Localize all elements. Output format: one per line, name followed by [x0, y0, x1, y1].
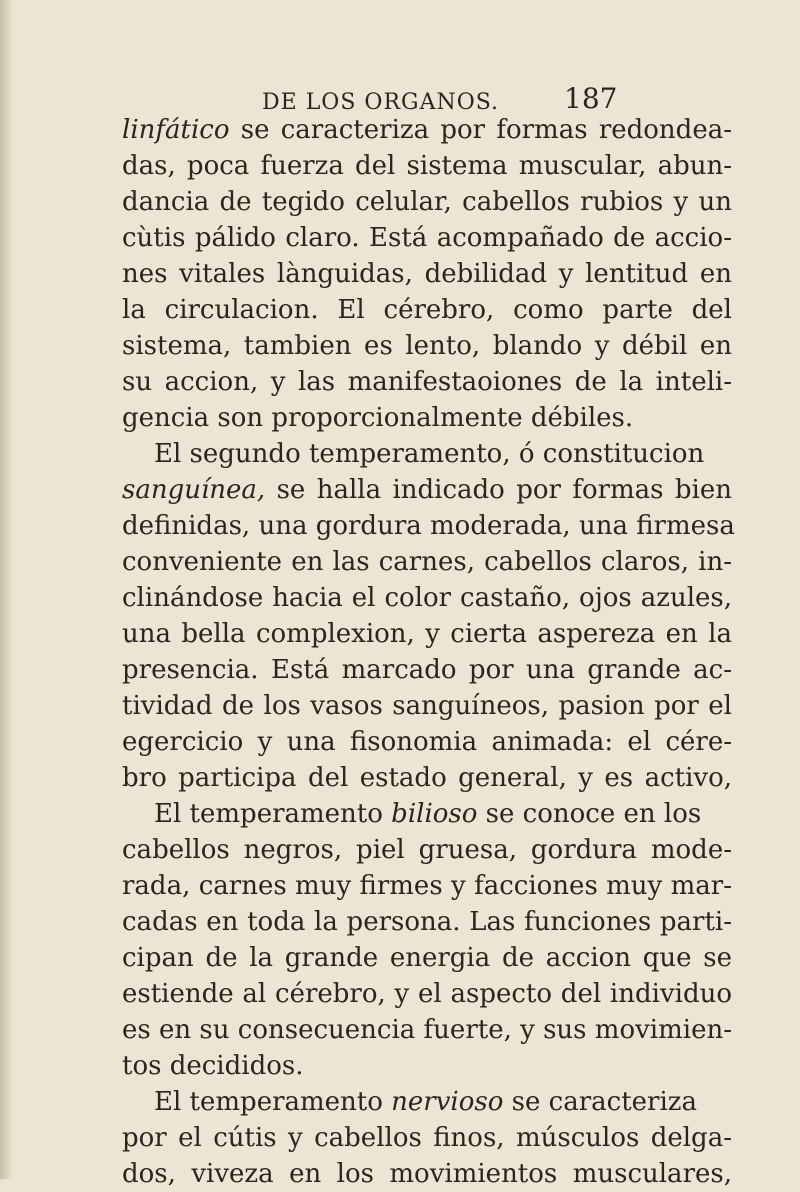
text-line [122, 616, 732, 652]
text-line [122, 220, 732, 256]
text-line [122, 1012, 732, 1048]
italic-term: linfático [122, 115, 230, 145]
italic-term: sanguínea, [122, 475, 266, 505]
text-line [122, 832, 732, 868]
line-text: presencia. Está marcado por una grande ac- [122, 655, 732, 685]
line-text: egercicio y una fisonomia animada: el cére- [122, 727, 732, 757]
text-line [122, 652, 732, 688]
line-text: nes vitales lànguidas, debilidad y lentitud en [122, 259, 732, 289]
line-text: estiende al cérebro, y el aspecto del individuo [122, 979, 732, 1009]
line-text: rada, carnes muy firmes y facciones muy mar- [122, 871, 732, 901]
text-line [122, 724, 732, 760]
text-line [122, 148, 732, 184]
text-line [122, 184, 732, 220]
line-text: sistema, tambien es lento, blando y débil en [122, 331, 732, 361]
line-text: cùtis pálido claro. Está acompañado de accio- [122, 223, 732, 253]
text-line [122, 292, 732, 328]
body-text [122, 112, 735, 1192]
text-line [122, 1120, 732, 1156]
text-line [122, 400, 732, 436]
text-line [122, 904, 732, 940]
text-line [122, 1156, 732, 1192]
text-line [122, 868, 732, 904]
line-text: se conoce en los [477, 799, 702, 829]
line-text: conveniente en las carnes, cabellos claros, in- [122, 547, 732, 577]
italic-term: bilioso [391, 799, 478, 829]
page-number: 187 [564, 82, 618, 115]
line-text: se halla indicado por formas bien [265, 475, 732, 505]
line-text: dancia de tegido celular, cabellos rubios y un [122, 187, 732, 217]
line-text: cabellos negros, piel gruesa, gordura mode- [122, 835, 732, 865]
line-text: por el cútis y cabellos finos, músculos delga- [122, 1123, 732, 1153]
line-text: bro participa del estado general, y es activo, [122, 763, 732, 793]
running-head: DE LOS ORGANOS. [262, 90, 500, 115]
text-line [122, 436, 732, 472]
text-line [122, 688, 732, 724]
text-line [122, 796, 732, 832]
line-text: cadas en toda la persona. Las funciones parti- [122, 907, 732, 937]
line-text: su accion, y las manifestaoiones de la inteli- [122, 367, 732, 397]
text-line [122, 976, 732, 1012]
line-text: tividad de los vasos sanguíneos, pasion por el [122, 691, 732, 721]
text-line [122, 1048, 732, 1084]
line-text: definidas, una gordura moderada, una firmesa [122, 511, 735, 541]
text-line [122, 580, 732, 616]
text-line [122, 328, 732, 364]
line-text: es en su consecuencia fuerte, y sus movimien- [122, 1015, 732, 1045]
text-line [122, 1084, 732, 1120]
text-line [122, 472, 732, 508]
line-text: una bella complexion, y cierta aspereza en la [122, 619, 732, 649]
line-text: clinándose hacia el color castaño, ojos azules, [122, 583, 732, 613]
line-text: das, poca fuerza del sistema muscular, abun- [122, 151, 732, 181]
text-line [122, 256, 732, 292]
line-text: cipan de la grande energia de accion que se [122, 943, 732, 973]
line-text: tos decididos. [122, 1051, 304, 1081]
text-line [122, 364, 732, 400]
line-text: El temperamento [154, 799, 392, 829]
text-line [122, 544, 732, 580]
line-text: El segundo temperamento, ó constitucion [154, 439, 705, 469]
text-line [122, 112, 732, 148]
text-line [122, 940, 732, 976]
text-line [122, 508, 735, 544]
line-text: la circulacion. El cérebro, como parte del [122, 295, 732, 325]
text-line [122, 760, 732, 796]
line-text: se caracteriza por formas redondea- [229, 115, 732, 145]
italic-term: nervioso [391, 1087, 504, 1117]
line-text: se caracteriza [503, 1087, 697, 1117]
line-text: El temperamento [154, 1087, 392, 1117]
line-text: gencia son proporcionalmente débiles. [122, 403, 634, 433]
line-text: dos, viveza en los movimientos musculares, [122, 1159, 732, 1189]
